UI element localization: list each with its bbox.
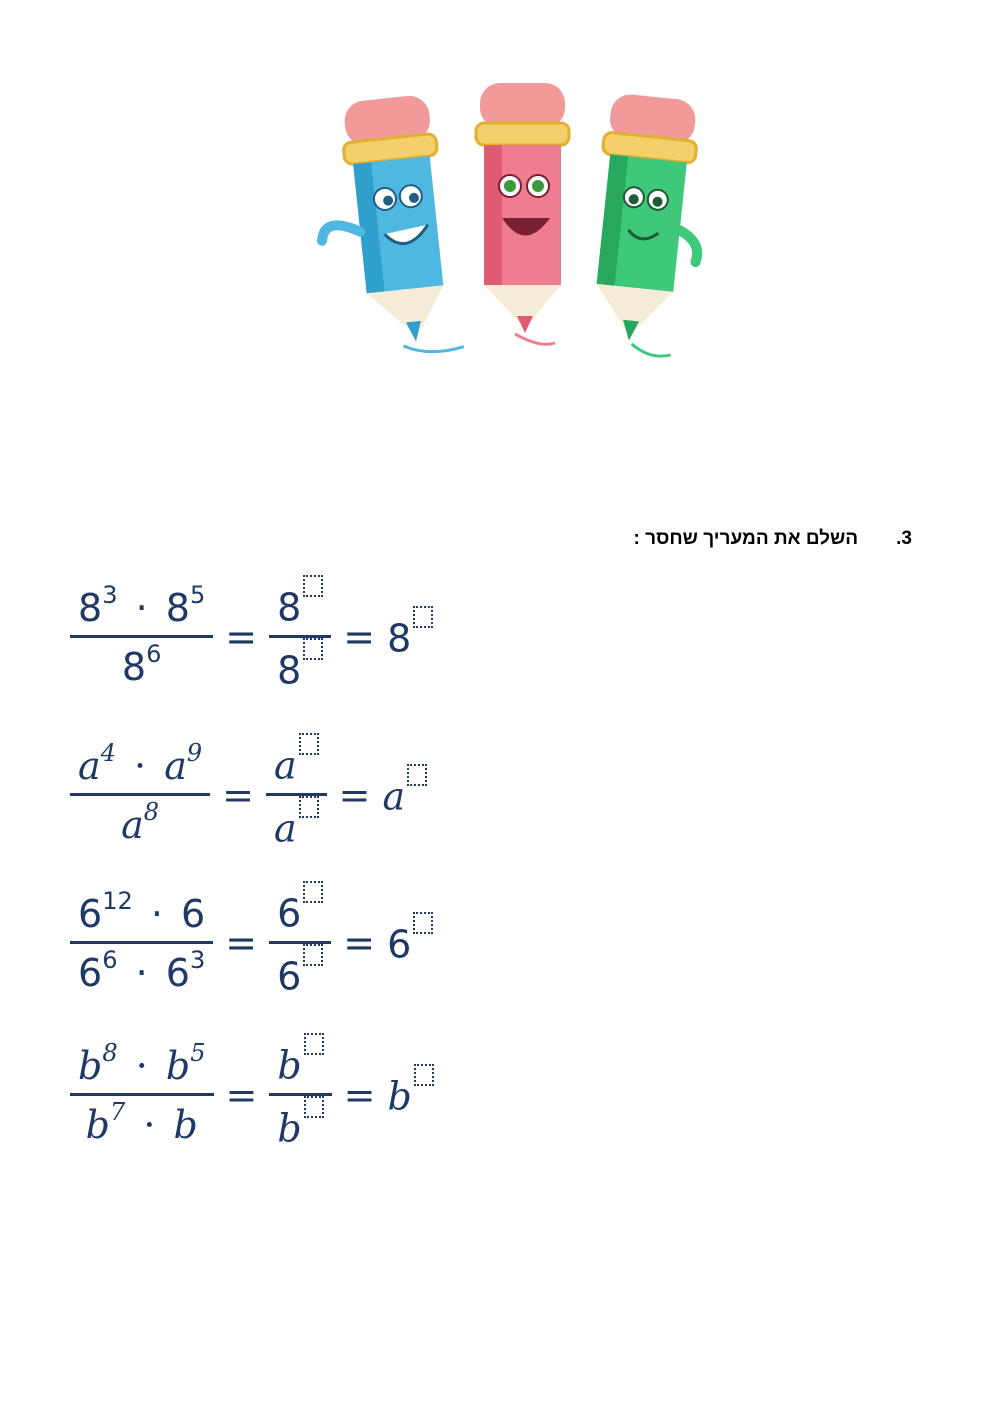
equation-2-result-exponent-slot[interactable] [407,764,427,786]
equation-2-numerator-exponent-slot[interactable] [299,733,319,755]
fraction-bar [70,635,213,638]
equals-sign: = [222,773,254,817]
fraction-bar [70,1093,214,1096]
equation-4-denominator-exponent-slot[interactable] [304,1096,324,1118]
equation-3-left-fraction [70,886,213,995]
equals-sign: = [343,615,376,659]
question-text: השלם את המעריך שחסר : [633,528,859,549]
equation-4-numerator: $b^8 \cdot b^5$ [78,1038,206,1088]
fraction-bar [70,941,213,944]
equation-4-numerator-exponent-slot[interactable] [304,1033,324,1055]
equation-2 [70,730,427,860]
equation-2-denominator-exponent-slot[interactable] [299,796,319,818]
equals-sign: = [225,1073,258,1117]
equation-4 [70,1030,434,1160]
equation-1 [70,572,433,702]
equation-4-result: b [388,1074,434,1116]
equation-3-numerator: $6^{12} \cdot 6$ [78,886,206,936]
equals-sign: = [343,921,376,965]
equation-2-left-fraction [70,738,210,847]
equals-sign: = [225,921,258,965]
equation-3-denominator-exponent-slot[interactable] [303,944,323,966]
equation-2-result: a [383,774,428,816]
fraction-bar [70,793,210,796]
equation-3-result: 6 [387,922,433,964]
question-number: 3. [896,528,912,549]
equation-4-middle-fraction: $\frac{b}{b}$ [269,1043,331,1147]
three-cartoon-pencils-icon [300,78,720,363]
equation-1-denominator: $8^6$ [121,639,162,689]
equation-3-denominator: $6^6 \cdot 6^3$ [78,945,206,995]
equation-1-left-fraction [70,580,213,689]
equation-3 [70,878,433,1008]
equation-1-result-exponent-slot[interactable] [413,606,433,628]
equals-sign: = [338,773,371,817]
blue-pencil-icon [308,93,464,363]
equation-2-denominator: $a^8$ [121,797,160,847]
equation-3-result-exponent-slot[interactable] [413,912,433,934]
equation-1-numerator: $8^3 \cdot 8^5$ [78,580,206,630]
equation-4-denominator: $b^7 \cdot b$ [85,1097,198,1147]
equation-2-numerator: $a^4 \cdot a^9$ [78,738,203,788]
equals-sign: = [225,615,258,659]
equation-1-middle-fraction: $\frac{8}{8}$ [269,585,331,689]
equation-1-numerator-exponent-slot[interactable] [303,575,323,597]
question-heading [634,528,912,550]
equation-3-middle-fraction: $\frac{6}{6}$ [269,891,331,995]
equals-sign: = [343,1073,376,1117]
equation-4-left-fraction [70,1038,214,1147]
equation-2-middle-fraction: $\frac{a}{a}$ [266,743,327,847]
green-pencil-icon [582,92,713,359]
equation-3-numerator-exponent-slot[interactable] [303,881,323,903]
pink-pencil-icon [476,83,569,344]
equation-1-result: 8 [387,616,433,658]
equation-1-denominator-exponent-slot[interactable] [303,638,323,660]
equation-4-result-exponent-slot[interactable] [414,1064,434,1086]
